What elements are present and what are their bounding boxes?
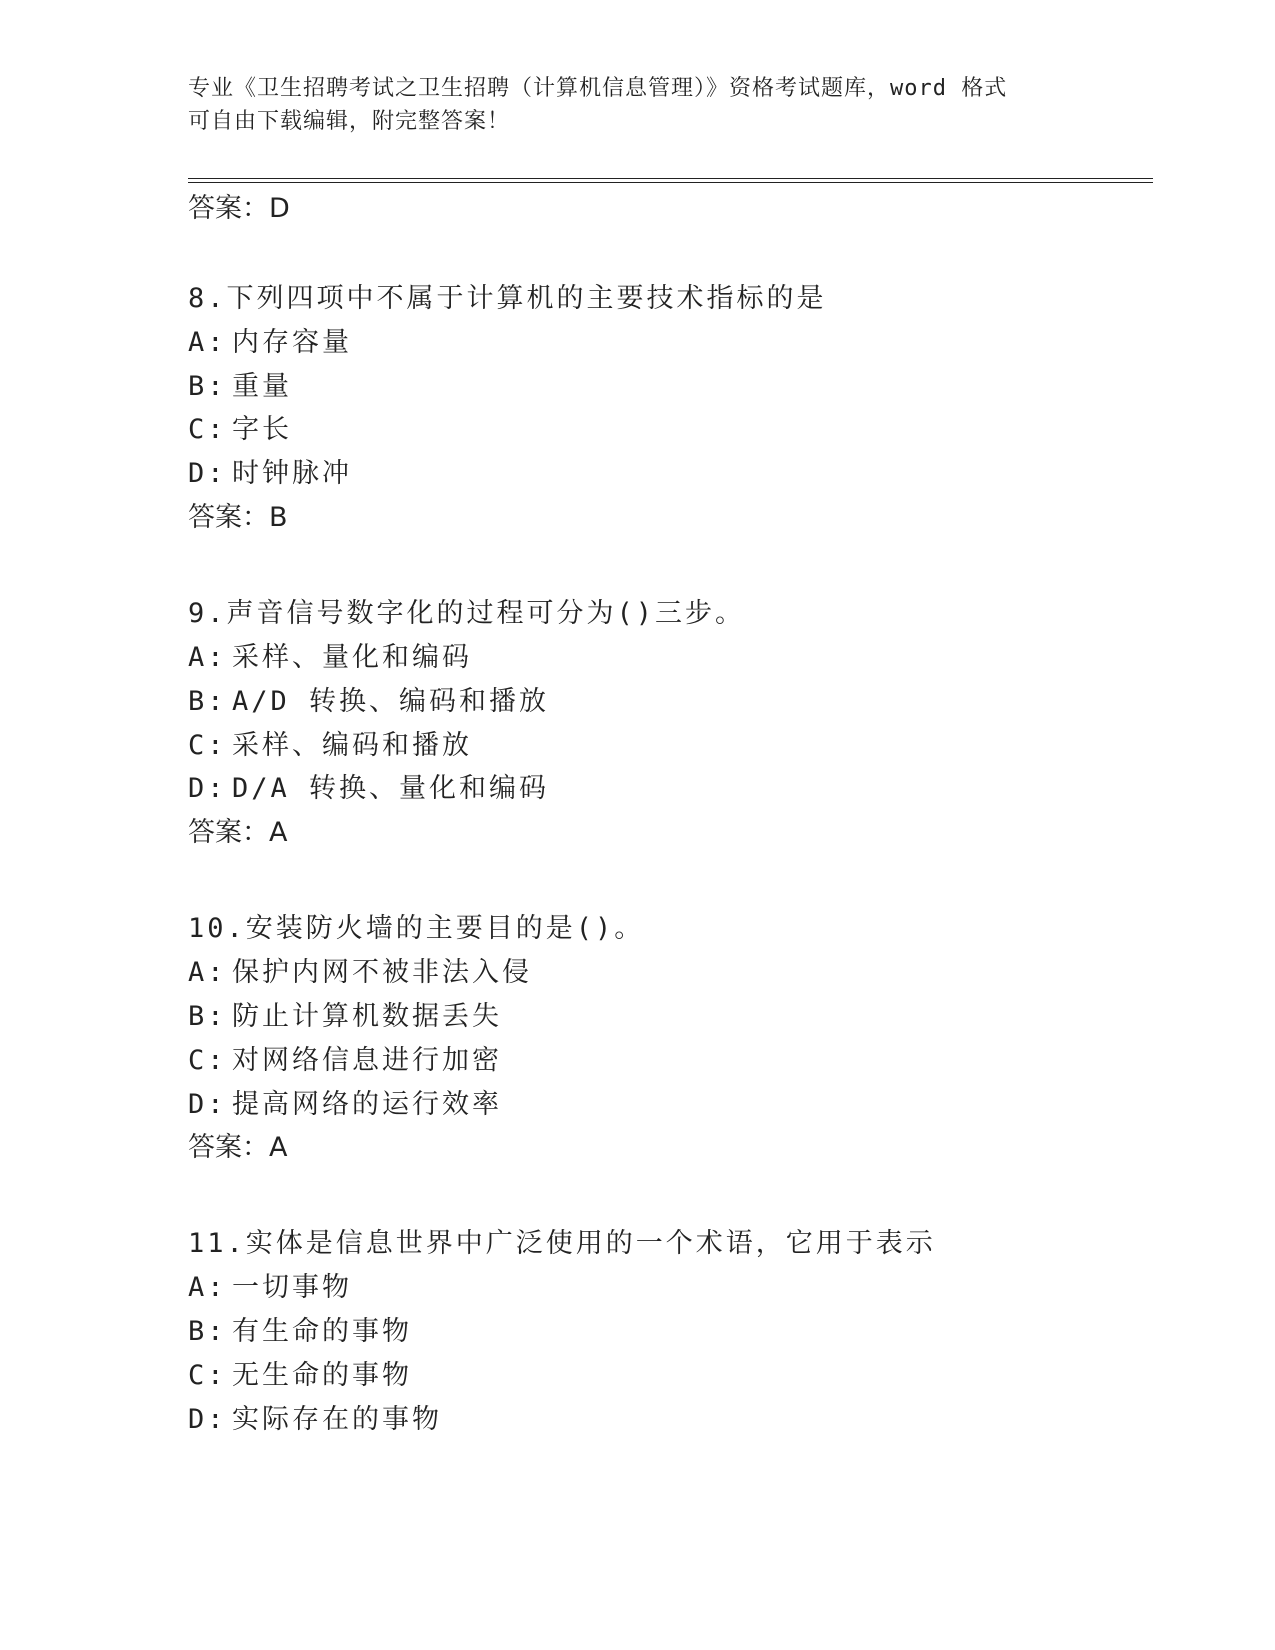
question-8-answer: 答案：B [188,502,288,533]
option-letter: C: [188,1360,227,1391]
document-header [188,72,1088,138]
option-letter: D: [188,1404,227,1435]
question-9-stem: 9.声音信号数字化的过程可分为()三步。 [188,598,746,629]
option-letter: C: [188,1045,227,1076]
option-text: 保护内网不被非法入侵 [232,957,532,988]
option-text: 防止计算机数据丢失 [232,1001,502,1032]
option-text: 无生命的事物 [232,1360,412,1391]
previous-answer: 答案：D [188,193,290,224]
option-letter: B: [188,1001,227,1032]
option-text: 采样、量化和编码 [232,642,472,673]
question-9-option-b [188,685,549,719]
question-10-option-a [188,956,532,990]
option-text: 采样、编码和播放 [232,730,472,761]
option-text: 重量 [232,371,292,402]
question-10-answer: 答案：A [188,1132,288,1163]
question-9-option-c [188,729,472,763]
option-letter: A: [188,957,227,988]
question-10-option-b [188,1000,502,1034]
question-11-option-c [188,1359,412,1393]
question-9-option-a [188,641,472,675]
option-text: 对网络信息进行加密 [232,1045,502,1076]
option-letter: A: [188,1272,227,1303]
question-10-stem: 10.安装防火墙的主要目的是()。 [188,913,645,944]
option-text: 实际存在的事物 [232,1404,442,1435]
option-letter: D: [188,458,227,489]
question-8-option-a [188,326,352,360]
option-letter: D: [188,773,227,804]
question-10-option-c [188,1044,502,1078]
option-text: 提高网络的运行效率 [232,1089,502,1120]
header-line-1: 专业《卫生招聘考试之卫生招聘（计算机信息管理）》资格考试题库，word 格式 [188,76,1008,101]
question-9-answer: 答案：A [188,817,288,848]
question-11-option-a [188,1271,352,1305]
option-text: 一切事物 [232,1272,352,1303]
question-8-option-d [188,457,352,491]
question-9-option-d [188,772,549,806]
option-letter: B: [188,371,227,402]
option-letter: B: [188,686,227,717]
option-letter: C: [188,414,227,445]
question-11-option-b [188,1315,412,1349]
option-letter: D: [188,1089,227,1120]
option-letter: C: [188,730,227,761]
question-8-option-b [188,370,292,404]
option-letter: A: [188,642,227,673]
option-text: 时钟脉冲 [232,458,352,489]
option-letter: A: [188,327,227,358]
option-letter: B: [188,1316,227,1347]
question-10-option-d [188,1088,502,1122]
option-text: 内存容量 [232,327,352,358]
question-8-stem: 8.下列四项中不属于计算机的主要技术指标的是 [188,283,827,314]
header-divider-top [188,178,1153,179]
option-text: A/D 转换、编码和播放 [232,686,550,717]
option-text: 有生命的事物 [232,1316,412,1347]
option-text: D/A 转换、量化和编码 [232,773,550,804]
header-divider-bottom [188,182,1153,183]
header-line-2: 可自由下载编辑，附完整答案！ [188,109,511,134]
option-text: 字长 [232,414,292,445]
question-11-option-d [188,1403,442,1437]
question-8-option-c [188,413,292,447]
question-11-stem: 11.实体是信息世界中广泛使用的一个术语，它用于表示 [188,1228,936,1259]
